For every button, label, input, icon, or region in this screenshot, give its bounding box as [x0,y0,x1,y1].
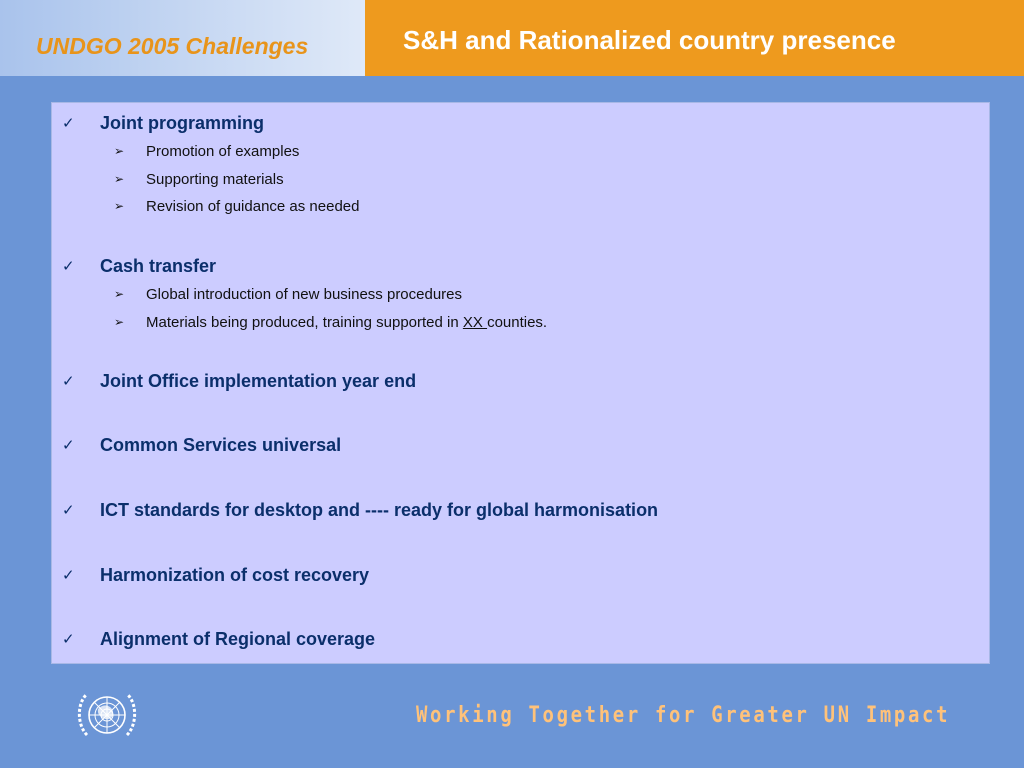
arrow-bullet-icon: ➢ [114,172,125,186]
checkmark-icon: ✓ [62,567,75,584]
section-title: UNDGO 2005 Challenges [36,33,309,59]
sub-bullet-text-end: counties. [487,314,548,331]
bullet-text: Joint Office implementation year end [100,371,417,391]
sub-bullet-text: Global introduction of new business procedures [146,286,463,303]
bullet-text: Alignment of Regional coverage [100,629,376,649]
sub-bullet-text: Supporting materials [146,171,284,188]
bullet-text: ICT standards for desktop and ---- ready for global harmonisation [100,500,659,520]
arrow-bullet-icon: ➢ [114,315,125,329]
checkmark-icon: ✓ [62,373,75,390]
content-panel [51,102,990,664]
arrow-bullet-icon: ➢ [114,199,125,213]
sub-bullet-text: Promotion of examples [146,143,300,160]
placeholder-count: XX [462,314,488,331]
arrow-bullet-icon: ➢ [114,144,125,158]
sub-bullet-text-start: Materials being produced, training supported in [146,314,463,331]
arrow-bullet-icon: ➢ [114,287,125,301]
checkmark-icon: ✓ [62,631,75,648]
footer-tagline: Working Together for Greater UN Impact [416,703,951,728]
checkmark-icon: ✓ [62,115,75,132]
un-emblem-icon [74,689,140,745]
checkmark-icon: ✓ [62,502,75,519]
header-left-panel [0,0,365,76]
header-right-panel [365,0,1024,76]
checkmark-icon: ✓ [62,258,75,275]
bullet-text: Harmonization of cost recovery [100,565,370,585]
sub-bullet-text [146,314,547,331]
checkmark-icon: ✓ [62,437,75,454]
sub-bullet-text: Revision of guidance as needed [146,198,360,215]
bullet-text: Cash transfer [100,256,217,276]
slide-title: S&H and Rationalized country presence [403,25,896,55]
bullet-text: Joint programming [100,113,265,133]
bullet-text: Common Services universal [100,435,342,455]
